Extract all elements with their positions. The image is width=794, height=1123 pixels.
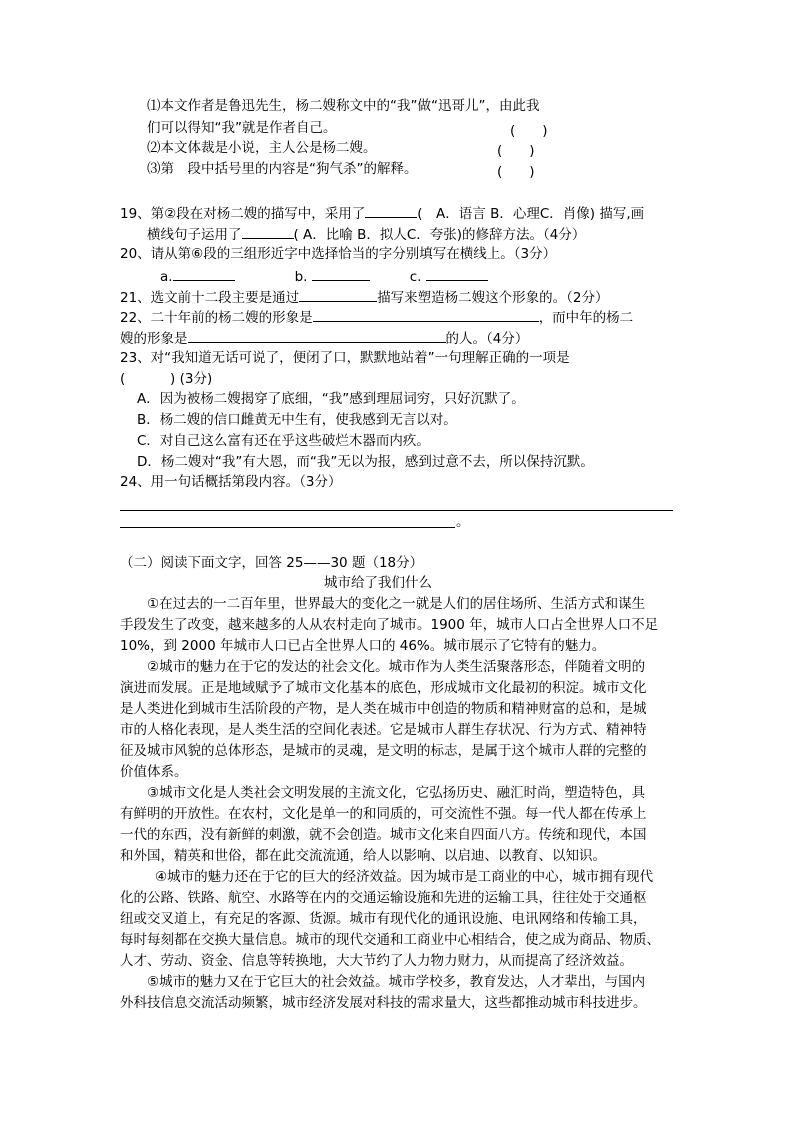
q22-text: ，而中年的杨二 xyxy=(538,310,634,326)
question-19 xyxy=(120,203,644,221)
article-line: 化的公路、铁路、航空、水路等在内的交通运输设施和先进的运输工具，往往处于交通枢 xyxy=(120,890,647,906)
section-heading: （二）阅读下面文字，回答 25——30 题（18分） xyxy=(120,555,424,571)
article-line: 一代的东西，没有新鲜的刺激，就不会创造。城市文化来自四面八方。传统和现代，本国 xyxy=(120,827,647,843)
article-line: 价值体系。 xyxy=(120,764,188,780)
question-24: 24、用一句话概括第段内容。（3分） xyxy=(120,474,342,490)
label-c: c. xyxy=(409,269,422,285)
answer-blank[interactable] xyxy=(242,224,294,239)
label-b: b. xyxy=(294,269,308,285)
question-19-cont xyxy=(147,224,585,242)
label-a: a. xyxy=(160,269,173,285)
answer-blank-a[interactable] xyxy=(173,266,235,281)
end-period: 。 xyxy=(456,514,470,530)
answer-line[interactable] xyxy=(120,510,673,511)
q22-text: 的人。（4分） xyxy=(445,331,529,347)
answer-paren: ( ) xyxy=(497,143,535,159)
judge-item-1: ⑴本文作者是鲁迅先生，杨二嫂称文中的“我”做“迅哥儿”，由此我 xyxy=(147,98,540,114)
question-23: 23、对“我知道无话可说了，便闭了口，默默地站着”一句理解正确的一项是 xyxy=(120,350,570,366)
judge-item-1-cont: 们可以得知“我”就是作者自己。 xyxy=(147,120,337,136)
article-line: 和外国，精英和世俗，都在此交流流通，给人以影响、以启迪、以教育、以知识。 xyxy=(120,848,606,864)
q21-text: 21、选文前十二段主要是通过 xyxy=(120,290,300,306)
q19-options: ( A．比喻 B．拟人C．夸张)的修辞方法。（4分） xyxy=(293,227,586,243)
article-line: ③城市文化是人类社会文明发展的主流文化，它弘扬历史、融汇时尚，塑造特色，具 xyxy=(147,785,646,801)
answer-line[interactable] xyxy=(120,527,455,528)
judge-item-2: ⑵本文体裁是小说，主人公是杨二嫂。 xyxy=(147,140,377,156)
option-c: C．对自己这么富有还在乎这些破烂木器而内疚。 xyxy=(137,433,430,449)
article-line: ⑤城市的魅力又在于它巨大的社会效益。城市学校多，教育发达，人才辈出，与国内 xyxy=(147,974,646,990)
answer-blank-c[interactable] xyxy=(426,266,488,281)
answer-blank[interactable] xyxy=(299,287,377,302)
question-20: 20、请从第⑥段的三组形近字中选择恰当的字分别填写在横线上。（3分） xyxy=(120,246,557,262)
question-22-cont xyxy=(120,328,528,346)
judge-item-3: ⑶第 段中括号里的内容是“狗气杀”的解释。 xyxy=(147,161,418,177)
option-b: B．杨二嫂的信口雌黄无中生有，使我感到无言以对。 xyxy=(137,412,457,428)
answer-blank[interactable] xyxy=(313,307,539,322)
q21-text: 描写来塑造杨二嫂这个形象的。（2分） xyxy=(377,290,609,306)
answer-blank[interactable] xyxy=(365,203,417,218)
q19-text: 横线句子运用了 xyxy=(147,227,242,243)
article-title xyxy=(0,574,794,592)
article-line: ①在过去的一二百年里，世界最大的变化之一就是人们的居住场所、生活方式和谋生 xyxy=(147,596,646,612)
article-line: 是人类进化到城市生活阶段的产物，是人类在城市中创造的物质和精神财富的总和，是城 xyxy=(120,701,647,717)
q23-answer-paren: ( ) (3分) xyxy=(120,371,213,387)
title-text: 城市给了我们什么 xyxy=(324,575,432,591)
q22-text: 22、二十年前的杨二嫂的形象是 xyxy=(120,310,313,326)
article-line: ④城市的魅力还在于它的巨大的经济效益。因为城市是工商业的中心，城市拥有现代 xyxy=(155,869,654,885)
answer-paren: ( ) xyxy=(510,123,548,139)
article-line: 每时每刻都在交换大量信息。城市的现代交通和工商业中心相结合，使之成为商品、物质、 xyxy=(120,932,660,948)
article-line: 10%，到 2000 年城市人口已占全世界人口的 46%。城市展示了它特有的魅力。 xyxy=(120,638,606,654)
option-a: A．因为被杨二嫂揭穿了底细，“我”感到理屈词穷，只好沉默了。 xyxy=(137,391,525,407)
q19-options: ( A．语言 B．心理C．肖像) 描写,画 xyxy=(417,206,645,222)
question-22 xyxy=(120,307,633,325)
article-line: 外科技信息交流活动频繁，城市经济发展对科技的需求量大，这些都推动城市科技进步。 xyxy=(120,995,647,1011)
article-line: ②城市的魅力在于它的发达的社会文化。城市作为人类生活聚落形态，伴随着文明的 xyxy=(147,659,646,675)
article-line: 有鲜明的开放性。在农村，文化是单一的和同质的，可交流性不强。每一代人都在传承上 xyxy=(120,806,647,822)
article-line: 征及城市风貌的总体形态，是城市的灵魂，是文明的标志，是属于这个城市人群的完整的 xyxy=(120,743,647,759)
article-line: 演进而发展。正是地域赋予了城市文化基本的底色，形成城市文化最初的积淀。城市文化 xyxy=(120,680,647,696)
option-d: D．杨二嫂对“我”有大恩，而“我”无以为报，感到过意不去，所以保持沉默。 xyxy=(137,454,594,470)
article-line: 手段发生了改变，越来越多的人从农村走向了城市。1900 年，城市人口占全世界人口不足 xyxy=(120,617,659,633)
answer-blank[interactable] xyxy=(188,328,446,343)
article-line: 市的人格化表现，是人类生活的空间化表述。它是城市人群生存状况、行为方式、精神特 xyxy=(120,722,647,738)
answer-paren: ( ) xyxy=(497,164,535,180)
q19-text: 19、第②段在对杨二嫂的描写中，采用了 xyxy=(120,206,366,222)
question-21 xyxy=(120,287,609,305)
q20-blanks xyxy=(160,266,488,284)
article-line: 纽或交叉道上，有充足的客源、货源。城市有现代化的通讯设施、电讯网络和传输工具， xyxy=(120,911,647,927)
article-line: 人才、劳动、资金、信息等转换地，大大节约了人力物力财力，从而提高了经济效益。 xyxy=(120,953,633,969)
q22-text: 嫂的形象是 xyxy=(120,331,188,347)
answer-blank-b[interactable] xyxy=(312,266,370,281)
